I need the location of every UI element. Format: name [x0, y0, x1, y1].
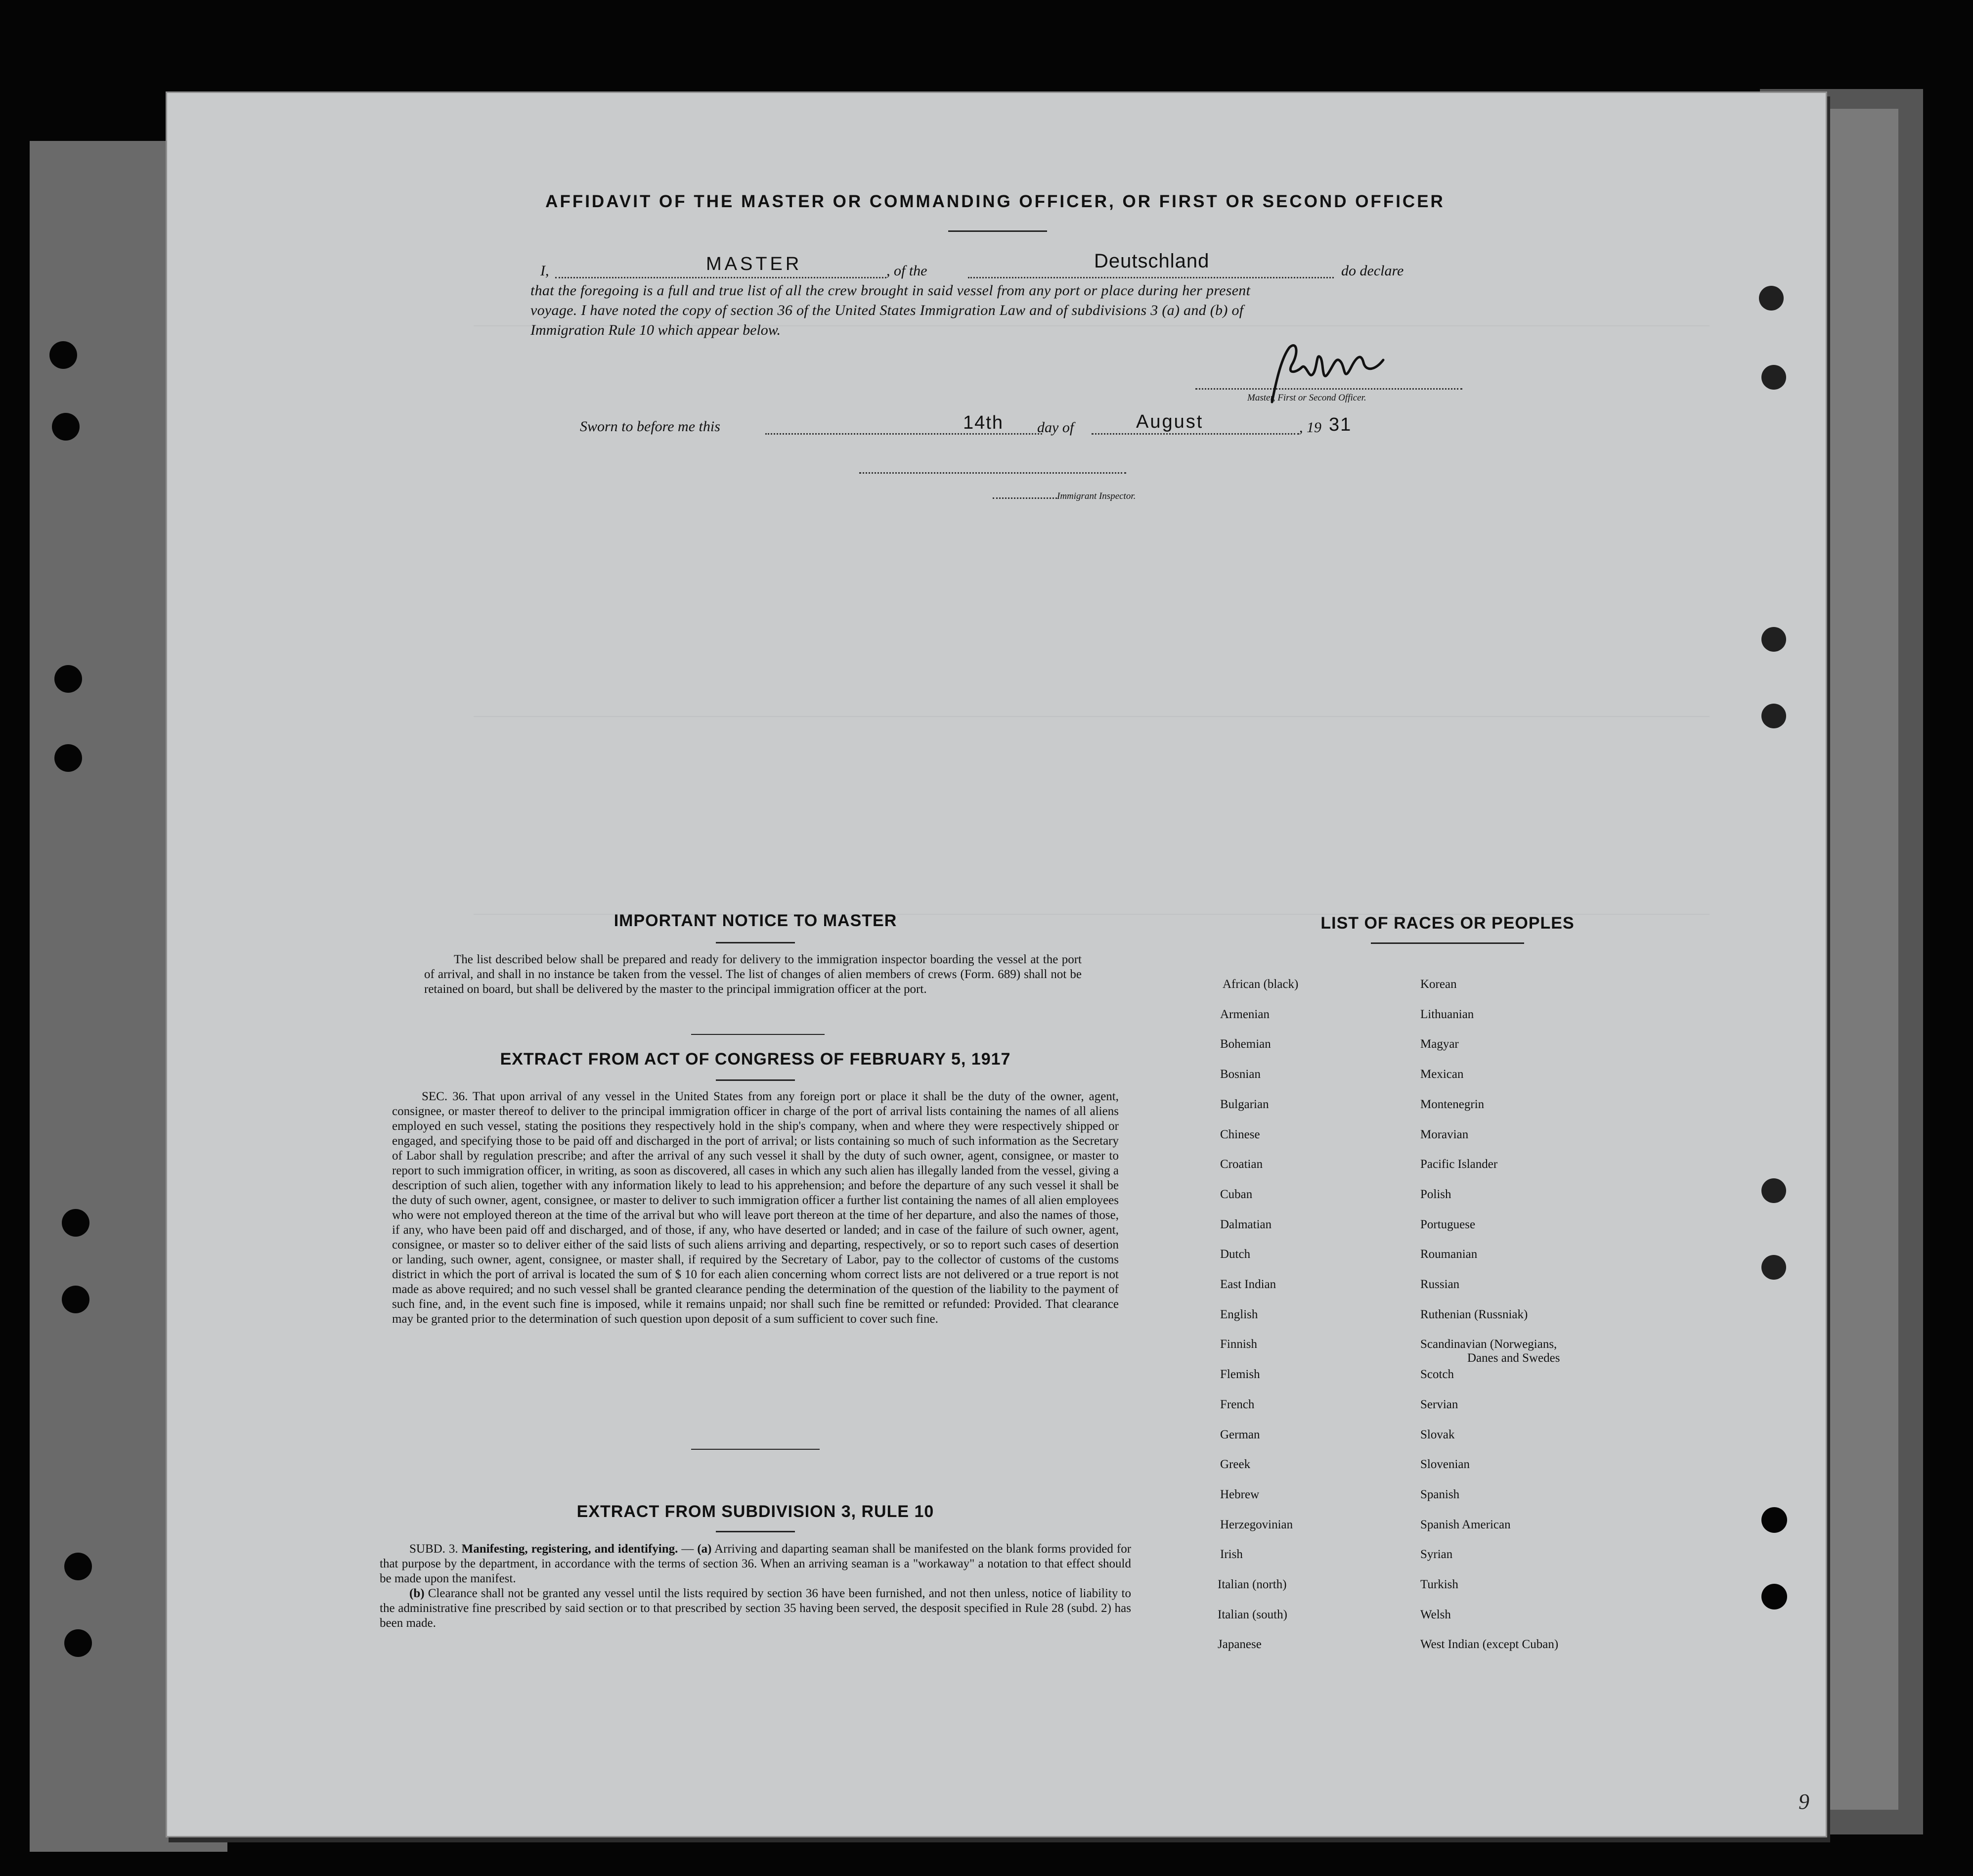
underlying-sheet-right-edge [1829, 109, 1898, 1810]
race-item: Korean [1420, 978, 1457, 991]
binder-hole [54, 744, 82, 772]
notice-end-rule [691, 1034, 825, 1035]
race-item: Roumanian [1420, 1248, 1478, 1261]
subd-prefix: SUBD. 3. [409, 1542, 458, 1556]
vessel-blank [968, 277, 1334, 278]
subd-dash: — [678, 1542, 698, 1556]
race-item: Croatian [1220, 1158, 1263, 1171]
binder-hole [64, 1553, 92, 1580]
race-item: Armenian [1220, 1007, 1270, 1021]
race-item: Pacific Islander [1420, 1158, 1498, 1171]
binder-hole [64, 1629, 92, 1657]
rule-paragraph-b [380, 1586, 1131, 1631]
race-item: English [1220, 1307, 1258, 1321]
subd-a-text: Arriving and daparting seaman shall be manifested on the blank forms provided for that purpose by the department, in accordance with the terms of section 36. When an arriving seaman is a "workaway" a notation to that effect should be made upon the manifest. [380, 1542, 1132, 1585]
race-item: Flemish [1220, 1368, 1260, 1382]
race-item: German [1220, 1428, 1260, 1441]
races-heading: LIST OF RACES OR PEOPLES [1320, 914, 1575, 933]
binder-hole [1761, 1507, 1787, 1533]
day-value: 14th [963, 412, 1004, 433]
binder-hole [49, 341, 77, 369]
act-text [392, 1089, 1119, 1327]
race-item: Montenegrin [1420, 1097, 1485, 1111]
affidavit-page [166, 91, 1827, 1837]
race-item: Herzegovinian [1220, 1518, 1293, 1531]
race-item: Scandinavian (Norwegians, [1420, 1338, 1557, 1351]
race-item: Mexican [1420, 1068, 1464, 1081]
race-item: Russian [1420, 1278, 1460, 1291]
affidavit-i-label: I, [540, 263, 549, 279]
affidavit-title: AFFIDAVIT OF THE MASTER OR COMMANDING OFFICER, OR FIRST OR SECOND OFFICER [545, 192, 1445, 211]
binder-hole [1761, 627, 1786, 652]
year-prefix: , 19 [1299, 419, 1321, 436]
race-item: Irish [1220, 1548, 1243, 1562]
affidavit-do-declare: do declare [1341, 263, 1404, 279]
race-item: Spanish American [1420, 1518, 1511, 1531]
races-rule [1371, 942, 1524, 944]
binder-hole [54, 665, 82, 693]
month-blank [1092, 433, 1299, 435]
race-item: African (black) [1223, 978, 1299, 991]
act-end-rule [691, 1449, 820, 1450]
binder-hole [62, 1286, 89, 1313]
race-item: Hebrew [1220, 1487, 1260, 1501]
inspector-blank-2 [993, 497, 1057, 499]
affidavit-line-3: voyage. I have noted the copy of section 36 of the United States Immigration Law and of subdivisions 3 (a) and (b) of [530, 302, 1244, 318]
race-item: Greek [1220, 1458, 1251, 1472]
race-item: Bosnian [1220, 1068, 1261, 1081]
act-paragraph: SEC. 36. That upon arrival of any vessel in the United States from any foreign port or place it shall be the duty of the owner, agent, consignee, or master thereof to deliver to the principal immigration officer in charge of the port of arrival lists containing the names of all aliens employed en such vessel, stating the positions they respectively hold in the ship's company, when and where they were respectively shipped or engaged, and specifying those to be paid off and discharged in the port of arrival; or lists containing so much of such information as the Secretary of Labor shall by regulation prescribe; and after the arrival of any such vessel it shall by the duty of such owner, agent, consignee, or master to report to such immigration officer, in writing, as soon as discovered, all cases in which any such alien has illegally landed from the vessel, giving a description of such alien, together with any information likely to lead to his apprehension; and before the departure of any such vessel it shall be the duty of such owner, agent, consignee, or master to deliver to such immigration officer a further list containing the names of all alien employees who were not employed thereon at the time of the arrival but who will leave port thereon at the time of her departure, and also the names of those, if any, who have been paid off and discharged, and of those, if any, who have deserted or landed; and in case of the failure of such owner, agent, consignee, or master so to deliver either of the said lists of such aliens arriving and departing, respectively, or so to report such cases of desertion or landing, such owner, agent, consignee, or master shall, if required by the Secretary of Labor, pay to the collector of customs of the customs district in which the port of arrival is located the sum of $ 10 for each alien concerning whom correct lists are not delivered or a true report is not made as above required; and no such vessel shall be granted clearance pending the determination of the question of the liability to the payment of such fine, and, in the event such fine is imposed, while it remains unpaid; nor shall such fine be remitted or refunded: Provided. That clearance may be granted prior to the determination of such question upon deposit of a sum sufficient to cover such fine. [392, 1090, 1119, 1326]
race-item: West Indian (except Cuban) [1420, 1638, 1559, 1652]
race-item: Polish [1420, 1187, 1451, 1201]
race-item: Finnish [1220, 1338, 1258, 1351]
race-item: Dalmatian [1220, 1217, 1272, 1231]
binder-hole [62, 1209, 89, 1237]
subd-title: Manifesting, registering, and identifying. [461, 1542, 678, 1556]
race-item: Dutch [1220, 1248, 1251, 1261]
name-blank [555, 277, 886, 278]
race-item: Spanish [1420, 1487, 1460, 1501]
race-item: Magyar [1420, 1037, 1459, 1051]
race-item: Syrian [1420, 1548, 1453, 1562]
affidavit-of-the: , of the [886, 263, 927, 279]
margin-note: 9 [1798, 1789, 1809, 1814]
affidavit-line-2: that the foregoing is a full and true list of all the crew brought in said vessel from any port or place during her present [530, 282, 1251, 299]
race-item: Moravian [1420, 1127, 1469, 1141]
binder-hole [1761, 1255, 1786, 1280]
race-item: Welsh [1420, 1608, 1451, 1621]
subd-b-text: Clearance shall not be granted any vessel until the lists required by section 36 have been furnished, and not then unless, notice of liability to the administrative fine prescribed by said section or to that prescribed by section 35 having been served, the desposit specified in Rule 28 (subd. 2) has been made. [380, 1587, 1131, 1630]
act-heading: EXTRACT FROM ACT OF CONGRESS OF FEBRUARY 5, 1917 [500, 1050, 1011, 1069]
binder-hole [1761, 365, 1786, 390]
year-value: 31 [1329, 414, 1352, 435]
race-item: Japanese [1218, 1638, 1262, 1652]
sworn-label: Sworn to before me this [580, 418, 720, 435]
race-item: Bohemian [1220, 1037, 1271, 1051]
notice-heading: IMPORTANT NOTICE TO MASTER [614, 911, 897, 930]
race-item: Italian (south) [1218, 1608, 1287, 1621]
inspector-caption: Immigrant Inspector. [1057, 491, 1136, 501]
race-item: Cuban [1220, 1187, 1253, 1201]
binder-hole [1761, 1584, 1787, 1609]
affidavit-line-4: Immigration Rule 10 which appear below. [530, 322, 781, 338]
race-item: French [1220, 1397, 1255, 1411]
rule-heading-rule [716, 1531, 795, 1532]
rule-text [380, 1542, 1131, 1631]
race-item: Lithuanian [1420, 1007, 1474, 1021]
rule-paragraph-a [380, 1542, 1131, 1586]
race-item: Ruthenian (Russniak) [1420, 1307, 1528, 1321]
race-item: Slovenian [1420, 1458, 1470, 1472]
notice-text [424, 952, 1082, 997]
inspector-blank [859, 472, 1126, 474]
signature-caption: Master, First or Second Officer. [1247, 393, 1366, 403]
subd-a-label: (a) [697, 1542, 712, 1556]
act-rule [716, 1079, 795, 1081]
race-item: Turkish [1420, 1578, 1458, 1591]
race-item: Slovak [1420, 1428, 1455, 1441]
race-item: Scotch [1420, 1368, 1454, 1382]
title-rule [948, 230, 1047, 232]
vessel-value: Deutschland [1094, 250, 1210, 272]
race-item: East Indian [1220, 1278, 1276, 1291]
subd-b-label: (b) [409, 1587, 425, 1600]
notice-paragraph: The list described below shall be prepared and ready for delivery to the immigration inspector boarding the vessel at the port of arrival, and shall in no instance be taken from the vessel. The list of changes of alien members of crews (Form. 689) shall not be retained on board, but shall be delivered by the master to the principal immigration officer at the port. [424, 953, 1082, 996]
notice-rule [716, 942, 795, 943]
name-value: MASTER [706, 254, 802, 274]
race-item: Portuguese [1420, 1217, 1476, 1231]
race-item: Servian [1420, 1397, 1458, 1411]
binder-hole [1761, 704, 1786, 728]
rule-heading: EXTRACT FROM SUBDIVISION 3, RULE 10 [576, 1502, 934, 1521]
binder-hole [52, 413, 80, 441]
race-item: Danes and Swedes [1467, 1351, 1560, 1365]
race-item: Bulgarian [1220, 1097, 1269, 1111]
month-value: August [1136, 411, 1204, 432]
race-item: Italian (north) [1218, 1578, 1287, 1591]
race-item: Chinese [1220, 1127, 1260, 1141]
binder-hole [1759, 286, 1784, 311]
binder-hole [1761, 1178, 1786, 1203]
day-of-label: day of [1037, 419, 1074, 436]
